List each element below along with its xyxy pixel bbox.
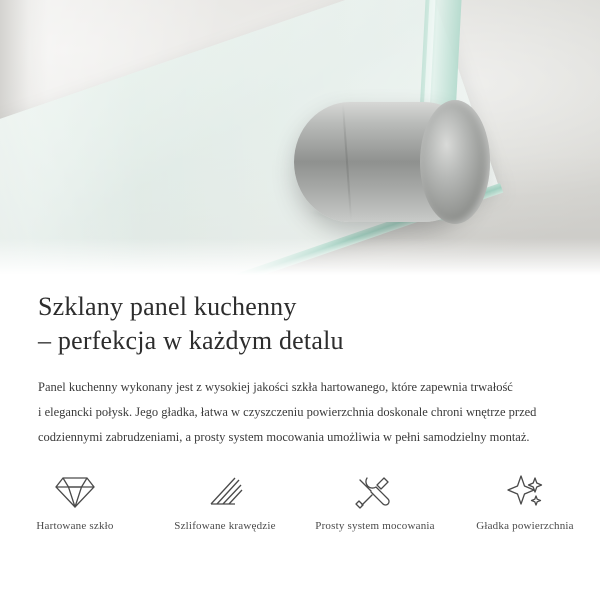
feature-label: Hartowane szkło — [36, 520, 114, 532]
headline-line-1: Szklany panel kuchenny — [38, 292, 297, 321]
tools-icon — [300, 470, 450, 514]
feature-item-smooth-surface — [450, 470, 600, 532]
feature-item-tempered-glass — [0, 470, 150, 532]
feature-label: Prosty system mocowania — [315, 520, 435, 532]
description-content — [0, 278, 600, 450]
description-line-3: codziennymi zabrudzeniami, a prosty system mocowania umożliwia w pełni samodzielny montaż. — [38, 429, 530, 444]
stainless-steel-standoff-bracket — [288, 96, 488, 228]
product-photo — [0, 0, 600, 278]
description-paragraph — [0, 359, 600, 450]
sparkle-icon — [450, 470, 600, 514]
description-line-2: i elegancki połysk. Jego gładka, łatwa w czyszczeniu powierzchnia doskonale chroni wnętrze przed — [38, 404, 537, 419]
feature-label: Szlifowane krawędzie — [174, 520, 276, 532]
diamond-icon — [0, 470, 150, 514]
page-title — [0, 278, 600, 359]
polished-edge-icon — [150, 470, 300, 514]
feature-list — [0, 470, 600, 532]
feature-item-polished-edges — [150, 470, 300, 532]
photo-bottom-fade — [0, 238, 600, 278]
feature-label: Gładka powierzchnia — [476, 520, 574, 532]
headline-line-2: – perfekcja w każdym detalu — [38, 326, 344, 356]
description-line-1: Panel kuchenny wykonany jest z wysokiej jakości szkła hartowanego, które zapewnia trwałość — [38, 379, 513, 394]
feature-item-mounting-system — [300, 470, 450, 532]
bracket-end-cap — [420, 100, 490, 224]
